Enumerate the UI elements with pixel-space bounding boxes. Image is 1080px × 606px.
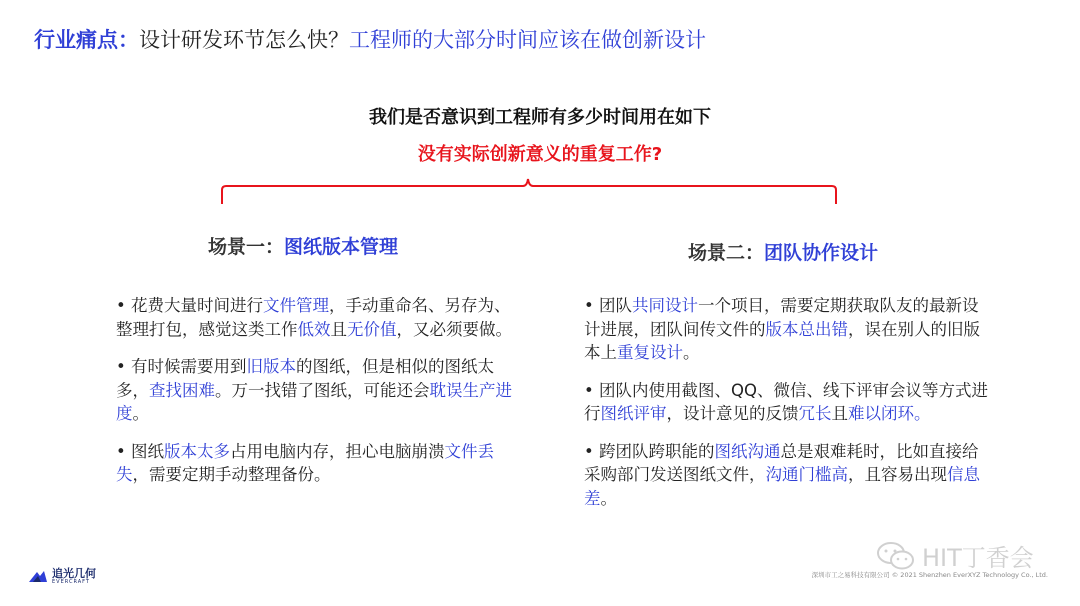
highlight-text: 旧版本 xyxy=(246,357,296,376)
bullet-item xyxy=(584,294,989,365)
bullet-item xyxy=(584,440,989,511)
highlight-text: 信息差 xyxy=(584,465,980,508)
highlight-text: 低效 xyxy=(297,319,331,339)
highlight-text: 图纸沟通 xyxy=(714,441,781,461)
bullet-text-part: • 有时候需要用到 xyxy=(116,357,247,376)
highlight-text: 图纸评审 xyxy=(600,404,667,423)
highlight-text: 文件丢失 xyxy=(116,441,494,484)
slide-title xyxy=(34,24,706,54)
scene-2-label: 场景二： xyxy=(688,242,765,264)
bullet-text-part: 且 xyxy=(831,404,848,423)
watermark-text: HIT丁香会 xyxy=(922,544,1034,572)
scene-1-label: 场景一： xyxy=(208,236,285,258)
bullet-text-part: 一个项目，需要定期获取队友的最新设计进展，团队间传文件的 xyxy=(584,296,979,339)
bullet-text xyxy=(116,294,521,341)
bullet-text-part: 。 xyxy=(132,404,149,423)
watermark xyxy=(876,538,1034,573)
highlight-text: 冗长 xyxy=(798,404,832,423)
bullet-text-part: ，误在别人的旧版本上 xyxy=(584,319,980,362)
scene-2-name: 团队协作设计 xyxy=(764,242,879,264)
question-line-2: 没有实际创新意义的重复工作? xyxy=(417,144,663,165)
highlight-text: 查找困难 xyxy=(149,380,215,400)
copyright-text: 深圳市工之易科技有限公司 © 2021 Shenzhen EverXYZ Technology Co., Ltd. xyxy=(811,571,1048,579)
logo-sub: EVERCRAFT xyxy=(52,579,90,585)
bullet-text-part: • 团队内使用截图、QQ、微信、线下评审会议等方式进行 xyxy=(584,380,988,423)
bullet-text xyxy=(584,440,989,511)
logo-name: 追光几何 xyxy=(52,567,96,580)
highlight-text: 文件管理 xyxy=(262,296,329,315)
scene-2-heading xyxy=(688,238,878,265)
scene-2-bullets xyxy=(584,294,989,524)
title-suffix: 工程师的大部分时间应该在做创新设计 xyxy=(349,28,706,52)
title-middle: 设计研发环节怎么快？ xyxy=(139,28,349,52)
highlight-text: 共同设计 xyxy=(631,296,698,315)
bullet-text-part: ，设计意见的反馈 xyxy=(666,404,799,423)
highlight-text: 难以闭环。 xyxy=(848,404,931,423)
title-prefix: 行业痛点： xyxy=(34,28,139,52)
curly-brace xyxy=(220,176,838,208)
bullet-item xyxy=(116,294,521,341)
company-logo xyxy=(28,568,96,585)
bullet-item xyxy=(116,440,521,487)
bullet-text xyxy=(116,440,521,487)
highlight-text: 重复设计 xyxy=(617,343,683,362)
bullet-text xyxy=(116,355,521,426)
bullet-text-part: 的图纸，但是相似的图纸太多， xyxy=(116,357,494,400)
highlight-text: 耽误生产进度 xyxy=(116,380,512,423)
highlight-text: 版本总出错 xyxy=(765,319,848,339)
bullet-text-part: ，又必须要做。 xyxy=(396,319,512,339)
highlight-text: 版本太多 xyxy=(163,441,230,461)
bullet-text-part: • 团队 xyxy=(584,296,632,315)
bullet-text-part: ，需要定期手动整理备份。 xyxy=(132,465,331,484)
scene-1-name: 图纸版本管理 xyxy=(284,236,399,258)
highlight-text: 无价值 xyxy=(347,319,397,339)
scene-1-bullets xyxy=(116,294,521,501)
highlight-text: 沟通门槛高 xyxy=(765,465,848,484)
bullet-text-part: • 图纸 xyxy=(116,441,164,461)
bullet-item xyxy=(116,355,521,426)
bullet-text-part: 。 xyxy=(683,343,700,362)
scene-1-heading xyxy=(208,232,398,259)
bullet-text-part: ，手动重命名、另存为、整理打包，感觉这类工作 xyxy=(116,296,511,339)
bullet-text xyxy=(584,379,989,426)
bullet-text-part: 且 xyxy=(330,319,347,339)
question-line-1: 我们是否意识到工程师有多少时间用在如下 xyxy=(369,107,711,128)
logo-icon xyxy=(28,569,48,585)
bullet-text-part: • 跨团队跨职能的 xyxy=(584,441,715,461)
bullet-text-part: 占用电脑内存，担心电脑崩溃 xyxy=(229,441,445,461)
bullet-text-part: ，且容易出现 xyxy=(848,465,947,484)
bullet-text-part: 总是艰难耗时，比如直接给采购部门发送图纸文件， xyxy=(584,441,979,484)
bullet-text-part: • 花费大量时间进行 xyxy=(116,296,263,315)
wechat-icon xyxy=(876,541,916,571)
bullet-text-part: 。 xyxy=(600,488,617,508)
bullet-text xyxy=(584,294,989,365)
bullet-item xyxy=(584,379,989,426)
bullet-text-part: 。万一找错了图纸，可能还会 xyxy=(215,380,430,400)
